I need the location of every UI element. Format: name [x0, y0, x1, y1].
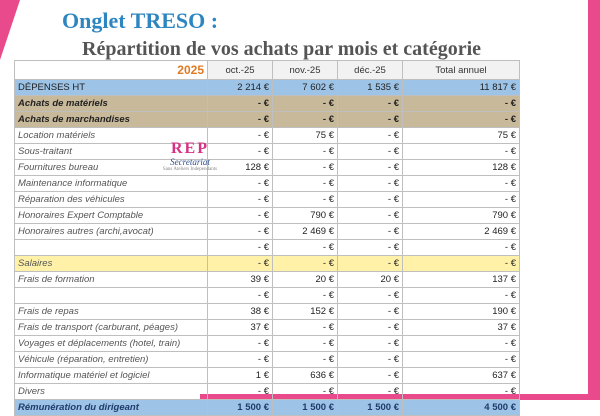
cell-dec: - €: [338, 176, 403, 192]
row-label: Location matériels: [15, 128, 208, 144]
table-row-depenses: [15, 80, 520, 96]
cell-nov: 20 €: [273, 272, 338, 288]
cell-oct: 2 214 €: [208, 80, 273, 96]
table-row: [15, 384, 520, 400]
cell-nov: 7 602 €: [273, 80, 338, 96]
cell-dec: - €: [338, 240, 403, 256]
rep-secretariat-logo: [156, 141, 224, 179]
cell-total: - €: [403, 336, 520, 352]
cell-dec: - €: [338, 320, 403, 336]
table-row: [15, 352, 520, 368]
cell-total: - €: [403, 112, 520, 128]
table-row: [15, 208, 520, 224]
cell-nov: - €: [273, 320, 338, 336]
row-label: Réparation des véhicules: [15, 192, 208, 208]
table-row: [15, 192, 520, 208]
cell-oct: 1 €: [208, 368, 273, 384]
table-row: [15, 272, 520, 288]
cell-dec: - €: [338, 160, 403, 176]
cell-total: - €: [403, 96, 520, 112]
cell-nov: 152 €: [273, 304, 338, 320]
row-label: Achats de marchandises: [15, 112, 208, 128]
row-label: Frais de formation: [15, 272, 208, 288]
row-label: Informatique matériel et logiciel: [15, 368, 208, 384]
cell-nov: - €: [273, 352, 338, 368]
table-row: [15, 336, 520, 352]
pink-corner-decoration: [0, 0, 20, 60]
row-label: Honoraires Expert Comptable: [15, 208, 208, 224]
cell-oct: - €: [208, 288, 273, 304]
cell-total: - €: [403, 176, 520, 192]
cell-total: - €: [403, 352, 520, 368]
logo-secretariat-text: Secretariat: [170, 157, 210, 167]
page-subtitle: Répartition de vos achats par mois et catégorie: [82, 38, 482, 60]
cell-dec: - €: [338, 368, 403, 384]
row-label: Maintenance informatique: [15, 176, 208, 192]
col-header-nov: nov.-25: [273, 61, 338, 80]
cell-nov: - €: [273, 256, 338, 272]
cell-oct: - €: [208, 144, 273, 160]
treso-table: [14, 60, 520, 416]
year-label: 2025: [15, 61, 208, 80]
table-row: [15, 240, 520, 256]
table-row: [15, 128, 520, 144]
cell-nov: - €: [273, 288, 338, 304]
row-label: Achats de matériels: [15, 96, 208, 112]
cell-dec: - €: [338, 112, 403, 128]
cell-nov: - €: [273, 96, 338, 112]
cell-nov: - €: [273, 112, 338, 128]
table-row: [15, 176, 520, 192]
cell-dec: - €: [338, 208, 403, 224]
cell-oct: 39 €: [208, 272, 273, 288]
cell-dec: - €: [338, 352, 403, 368]
table-row-remuneration: [15, 400, 520, 416]
cell-nov: 1 500 €: [273, 400, 338, 416]
col-header-oct: oct.-25: [208, 61, 273, 80]
cell-oct: 37 €: [208, 320, 273, 336]
table-row-salaires: [15, 256, 520, 272]
table-row: [15, 160, 520, 176]
cell-dec: - €: [338, 224, 403, 240]
cell-total: 2 469 €: [403, 224, 520, 240]
row-label: DÉPENSES HT: [15, 80, 208, 96]
cell-total: 128 €: [403, 160, 520, 176]
row-label: Frais de transport (carburant, péages): [15, 320, 208, 336]
cell-total: 137 €: [403, 272, 520, 288]
cell-total: 11 817 €: [403, 80, 520, 96]
cell-oct: - €: [208, 128, 273, 144]
cell-dec: - €: [338, 384, 403, 400]
cell-total: - €: [403, 192, 520, 208]
cell-dec: 1 500 €: [338, 400, 403, 416]
col-header-dec: déc.-25: [338, 61, 403, 80]
cell-total: 37 €: [403, 320, 520, 336]
cell-dec: - €: [338, 256, 403, 272]
cell-nov: - €: [273, 240, 338, 256]
row-label: [15, 240, 208, 256]
cell-total: - €: [403, 288, 520, 304]
cell-oct: - €: [208, 224, 273, 240]
row-label: Rémunération du dirigeant: [15, 400, 208, 416]
table-row: [15, 224, 520, 240]
cell-oct: - €: [208, 384, 273, 400]
col-header-total: Total annuel: [403, 61, 520, 80]
cell-nov: 75 €: [273, 128, 338, 144]
cell-total: 637 €: [403, 368, 520, 384]
cell-dec: 20 €: [338, 272, 403, 288]
table-row: [15, 288, 520, 304]
cell-dec: - €: [338, 144, 403, 160]
cell-dec: - €: [338, 288, 403, 304]
cell-nov: 2 469 €: [273, 224, 338, 240]
cell-dec: - €: [338, 128, 403, 144]
cell-oct: - €: [208, 112, 273, 128]
cell-total: - €: [403, 240, 520, 256]
table-header-row: [15, 61, 520, 80]
cell-dec: - €: [338, 96, 403, 112]
cell-dec: - €: [338, 336, 403, 352]
cell-oct: 128 €: [208, 160, 273, 176]
row-label: Véhicule (réparation, entretien): [15, 352, 208, 368]
cell-total: 4 500 €: [403, 400, 520, 416]
row-label: [15, 288, 208, 304]
row-label: Fournitures bureau: [15, 160, 208, 176]
cell-total: 790 €: [403, 208, 520, 224]
cell-dec: - €: [338, 304, 403, 320]
cell-oct: - €: [208, 96, 273, 112]
cell-total: 75 €: [403, 128, 520, 144]
cell-oct: - €: [208, 192, 273, 208]
row-label: Divers: [15, 384, 208, 400]
logo-rep-text: REP: [171, 140, 209, 157]
pink-side-band: [588, 0, 600, 400]
row-label: Frais de repas: [15, 304, 208, 320]
cell-nov: 636 €: [273, 368, 338, 384]
table-row: [15, 144, 520, 160]
cell-total: 190 €: [403, 304, 520, 320]
cell-oct: - €: [208, 240, 273, 256]
cell-total: - €: [403, 144, 520, 160]
cell-nov: - €: [273, 384, 338, 400]
logo-tagline: Sans Ateliers Independants: [162, 167, 218, 172]
cell-nov: - €: [273, 160, 338, 176]
page-title: Onglet TRESO :: [62, 8, 219, 33]
cell-nov: 790 €: [273, 208, 338, 224]
cell-oct: - €: [208, 336, 273, 352]
cell-total: - €: [403, 256, 520, 272]
table-row: [15, 320, 520, 336]
table-row: [15, 368, 520, 384]
table-row: [15, 96, 520, 112]
row-label: Voyages et déplacements (hotel, train): [15, 336, 208, 352]
cell-nov: - €: [273, 176, 338, 192]
row-label: Honoraires autres (archi,avocat): [15, 224, 208, 240]
cell-oct: - €: [208, 256, 273, 272]
cell-oct: - €: [208, 176, 273, 192]
cell-total: - €: [403, 384, 520, 400]
cell-oct: - €: [208, 208, 273, 224]
cell-nov: - €: [273, 192, 338, 208]
table-row: [15, 112, 520, 128]
table-row: [15, 304, 520, 320]
cell-oct: 1 500 €: [208, 400, 273, 416]
cell-nov: - €: [273, 336, 338, 352]
cell-dec: 1 535 €: [338, 80, 403, 96]
cell-dec: - €: [338, 192, 403, 208]
cell-oct: 38 €: [208, 304, 273, 320]
cell-oct: - €: [208, 352, 273, 368]
cell-nov: - €: [273, 144, 338, 160]
row-label: Salaires: [15, 256, 208, 272]
row-label: Sous-traitant: [15, 144, 208, 160]
